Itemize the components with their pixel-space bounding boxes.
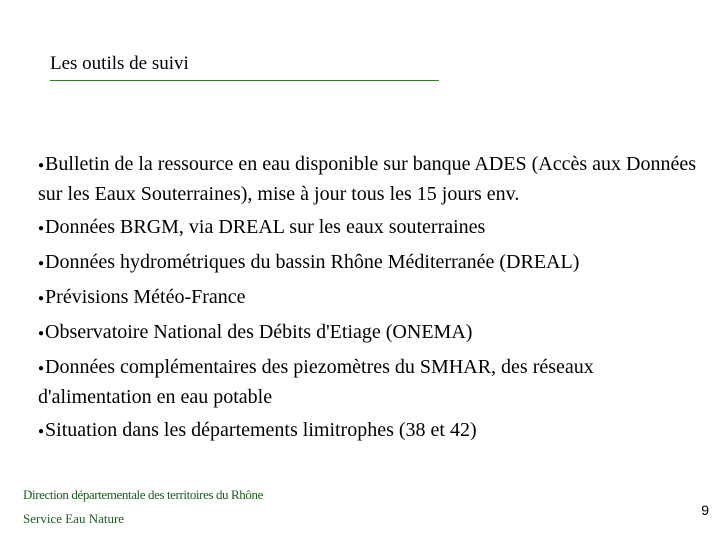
bullet-dot: ● xyxy=(38,328,45,339)
bullet-text: Données BRGM, via DREAL sur les eaux souterraines xyxy=(45,216,486,238)
bullet-dot: ● xyxy=(38,160,45,171)
bullet-list xyxy=(38,150,698,451)
footer-service: Service Eau Nature xyxy=(23,511,125,526)
bullet-item xyxy=(38,248,698,278)
bullet-item xyxy=(38,150,698,208)
title-underline xyxy=(50,80,439,81)
page-number: 9 xyxy=(701,502,709,518)
footer-directorate: Direction départementale des territoires du Rhône xyxy=(23,487,263,502)
bullet-item xyxy=(38,318,698,348)
bullet-item xyxy=(38,283,698,313)
bullet-dot: ● xyxy=(38,363,45,374)
bullet-text: Données hydrométriques du bassin Rhône Méditerranée (DREAL) xyxy=(45,251,580,273)
bullet-dot: ● xyxy=(38,293,45,304)
bullet-dot: ● xyxy=(38,258,45,269)
bullet-item xyxy=(38,353,698,411)
bullet-text: Données complémentaires des piezomètres du SMHAR, des réseaux d'alimentation en eau potable xyxy=(38,356,594,408)
bullet-item xyxy=(38,416,698,446)
bullet-dot: ● xyxy=(38,426,45,437)
bullet-dot: ● xyxy=(38,223,45,234)
bullet-text: Prévisions Météo-France xyxy=(45,286,246,308)
bullet-item xyxy=(38,213,698,243)
bullet-text: Observatoire National des Débits d'Etiage (ONEMA) xyxy=(45,321,473,343)
bullet-text: Bulletin de la ressource en eau disponible sur banque ADES (Accès aux Données sur les Eaux Souterraines), mise à jour tous les 15 jours env. xyxy=(38,153,696,205)
slide-title: Les outils de suivi xyxy=(50,53,189,74)
bullet-text: Situation dans les départements limitrophes (38 et 42) xyxy=(45,419,477,441)
